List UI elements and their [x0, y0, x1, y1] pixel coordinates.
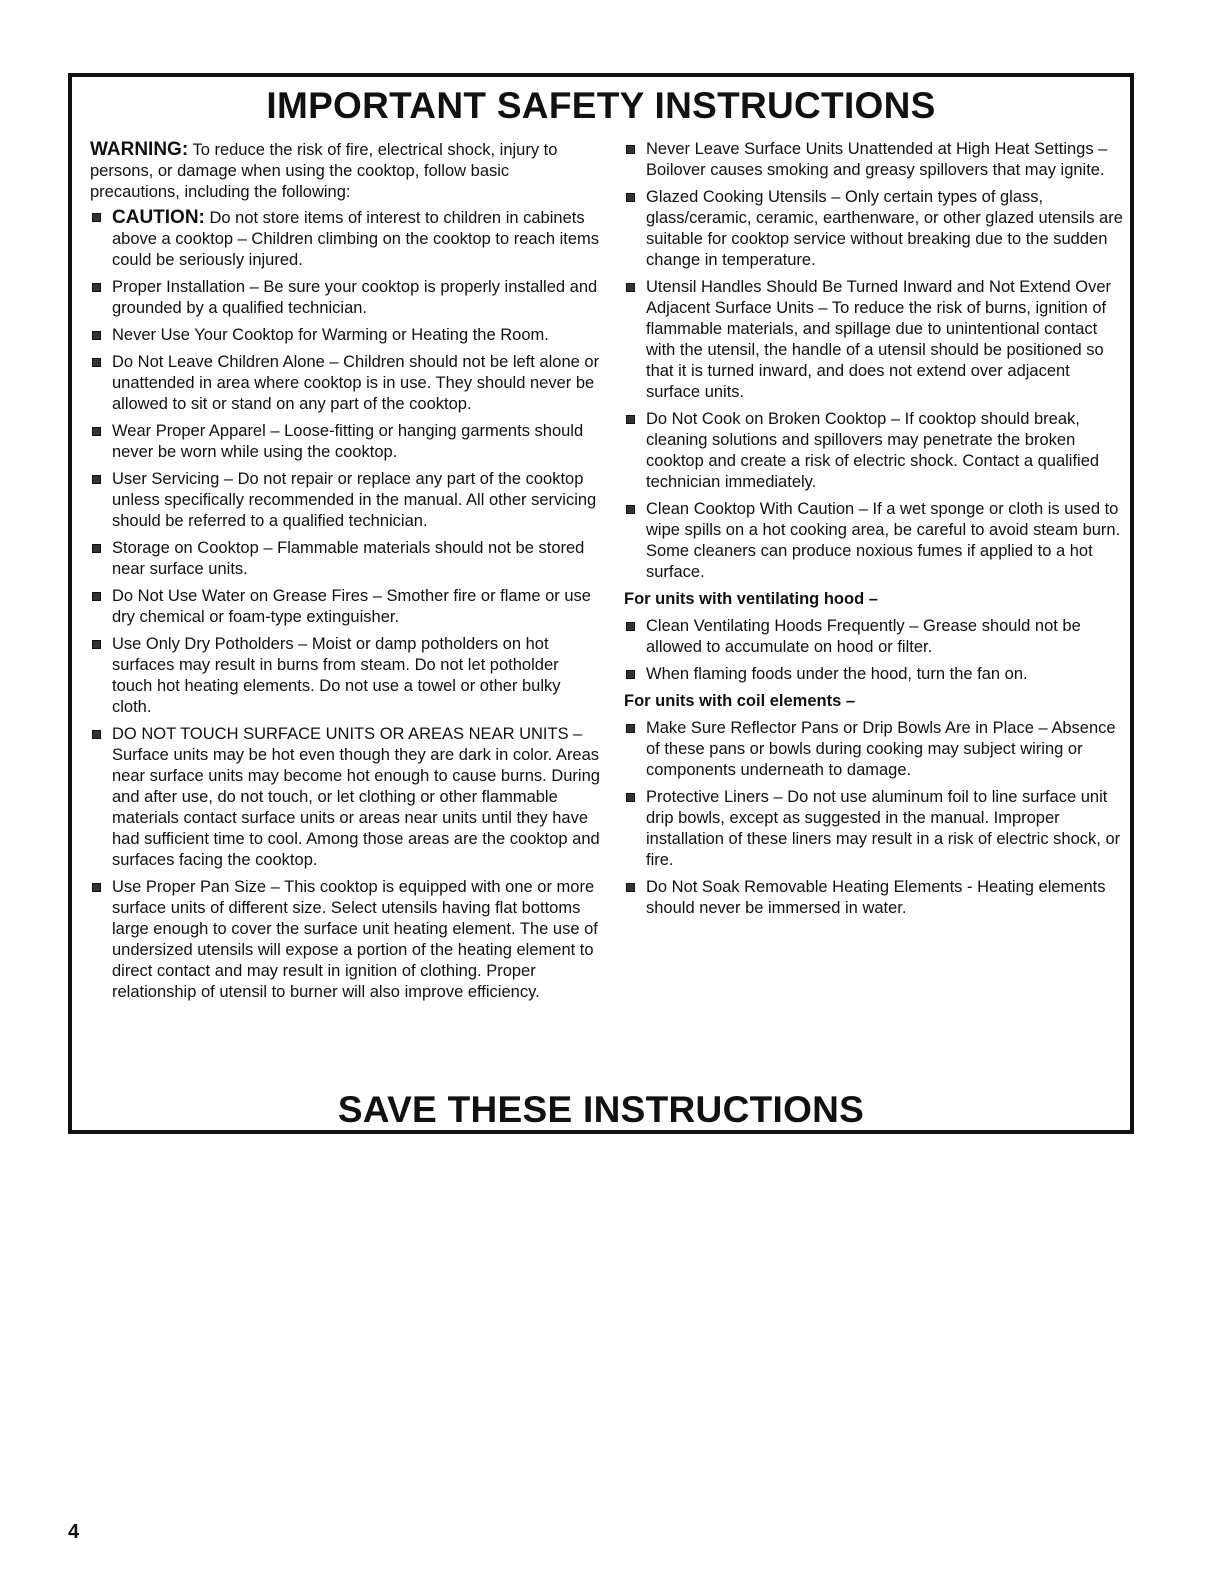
right-list	[624, 139, 1124, 583]
bullet-icon	[626, 283, 635, 292]
bullet-icon	[626, 505, 635, 514]
coil-elements-heading: For units with coil elements –	[624, 692, 856, 710]
bullet-icon	[92, 640, 101, 649]
ventilating-list	[624, 616, 1124, 685]
list-item: Clean Cooktop With Caution – If a wet sponge or cloth is used to wipe spills on a hot cooking area, be careful to avoid steam burn. Some cleaners can produce noxious fumes if applied to a hot surface.	[624, 499, 1124, 583]
list-item: Use Proper Pan Size – This cooktop is equipped with one or more surface units of different size. Select utensils having flat bottoms large enough to cover the surface unit heating element. The use of undersized utensils will expose a portion of the heating element to direct contact and may result in ignition of clothing. Proper relationship of utensil to burner will also improve efficiency.	[90, 877, 600, 1003]
list-item: DO NOT TOUCH SURFACE UNITS OR AREAS NEAR UNITS – Surface units may be hot even though they are dark in color. Areas near surface units may become hot enough to cause burns. During and after use, do not touch, or let clothing or other flammable materials contact surface units or areas near units until they have had sufficient time to cool. Among those areas are the cooktop and surfaces facing the cooktop.	[90, 724, 600, 871]
bullet-icon	[92, 883, 101, 892]
safety-instructions-box	[68, 73, 1134, 1134]
list-item: User Servicing – Do not repair or replace any part of the cooktop unless specifically recommended in the manual. All other servicing should be referred to a qualified technician.	[90, 469, 600, 532]
list-item: Utensil Handles Should Be Turned Inward and Not Extend Over Adjacent Surface Units – To reduce the risk of burns, ignition of flammable materials, and spillage due to unintentional contact with the utensil, the handle of a utensil should be positioned so that it is turned inward, and does not extend over adjacent surface units.	[624, 277, 1124, 403]
bullet-icon	[92, 358, 101, 367]
bullet-icon	[626, 145, 635, 154]
left-list	[90, 207, 600, 1003]
bullet-icon	[626, 415, 635, 424]
list-item	[90, 207, 600, 271]
bullet-icon	[92, 544, 101, 553]
warning-label: WARNING:	[90, 139, 189, 160]
bullet-icon	[92, 592, 101, 601]
list-item: Protective Liners – Do not use aluminum foil to line surface unit drip bowls, except as suggested in the manual. Improper installation of these liners may result in a risk of electric shock, or fire.	[624, 787, 1124, 871]
list-item: Storage on Cooktop – Flammable materials should not be stored near surface units.	[90, 538, 600, 580]
list-item: Glazed Cooking Utensils – Only certain types of glass, glass/ceramic, ceramic, earthenware, or other glazed utensils are suitable for cooktop service without breaking due to the sudden change in temperature.	[624, 187, 1124, 271]
warning-text: To reduce the risk of fire, electrical shock, injury to persons, or damage when using the cooktop, follow basic precautions, including the following:	[90, 141, 558, 201]
bullet-icon	[92, 213, 101, 222]
bullet-icon	[626, 193, 635, 202]
bullet-icon	[626, 622, 635, 631]
bullet-icon	[626, 883, 635, 892]
left-column	[90, 139, 600, 1009]
list-item: Clean Ventilating Hoods Frequently – Grease should not be allowed to accumulate on hood or filter.	[624, 616, 1124, 658]
list-item: Do Not Leave Children Alone – Children should not be left alone or unattended in area where cooktop is in use. They should never be allowed to sit or stand on any part of the cooktop.	[90, 352, 600, 415]
bullet-icon	[92, 331, 101, 340]
bullet-icon	[626, 724, 635, 733]
bullet-icon	[92, 283, 101, 292]
list-item: Use Only Dry Potholders – Moist or damp potholders on hot surfaces may result in burns from steam. Do not let potholder touch hot heating elements. Do not use a towel or other bulky cloth.	[90, 634, 600, 718]
bullet-icon	[626, 793, 635, 802]
caution-text: Do not store items of interest to children in cabinets above a cooktop – Children climbing on the cooktop to reach items could be seriously injured.	[112, 209, 600, 269]
save-instructions-title: SAVE THESE INSTRUCTIONS	[337, 1089, 865, 1130]
list-item: Do Not Cook on Broken Cooktop – If cooktop should break, cleaning solutions and spillovers may penetrate the broken cooktop and create a risk of electric shock. Contact a qualified technician immediately.	[624, 409, 1124, 493]
list-item: Never Leave Surface Units Unattended at High Heat Settings – Boilover causes smoking and greasy spillovers that may ignite.	[624, 139, 1124, 181]
bullet-icon	[92, 730, 101, 739]
ventilating-hood-heading: For units with ventilating hood –	[624, 590, 878, 608]
list-item: Make Sure Reflector Pans or Drip Bowls Are in Place – Absence of these pans or bowls during cooking may subject wiring or components underneath to damage.	[624, 718, 1124, 781]
warning-paragraph	[90, 139, 600, 203]
bullet-icon	[626, 670, 635, 679]
page-number: 4	[68, 1521, 80, 1543]
right-column	[624, 139, 1124, 925]
bullet-icon	[92, 427, 101, 436]
page-title: IMPORTANT SAFETY INSTRUCTIONS	[266, 85, 936, 126]
bullet-icon	[92, 475, 101, 484]
list-item: When flaming foods under the hood, turn the fan on.	[624, 664, 1124, 685]
caution-label: CAUTION:	[112, 207, 205, 228]
list-item: Never Use Your Cooktop for Warming or Heating the Room.	[90, 325, 600, 346]
list-item: Do Not Soak Removable Heating Elements - Heating elements should never be immersed in water.	[624, 877, 1124, 919]
list-item: Do Not Use Water on Grease Fires – Smother fire or flame or use dry chemical or foam-type extinguisher.	[90, 586, 600, 628]
coil-list	[624, 718, 1124, 919]
list-item: Proper Installation – Be sure your cooktop is properly installed and grounded by a qualified technician.	[90, 277, 600, 319]
list-item: Wear Proper Apparel – Loose-fitting or hanging garments should never be worn while using the cooktop.	[90, 421, 600, 463]
